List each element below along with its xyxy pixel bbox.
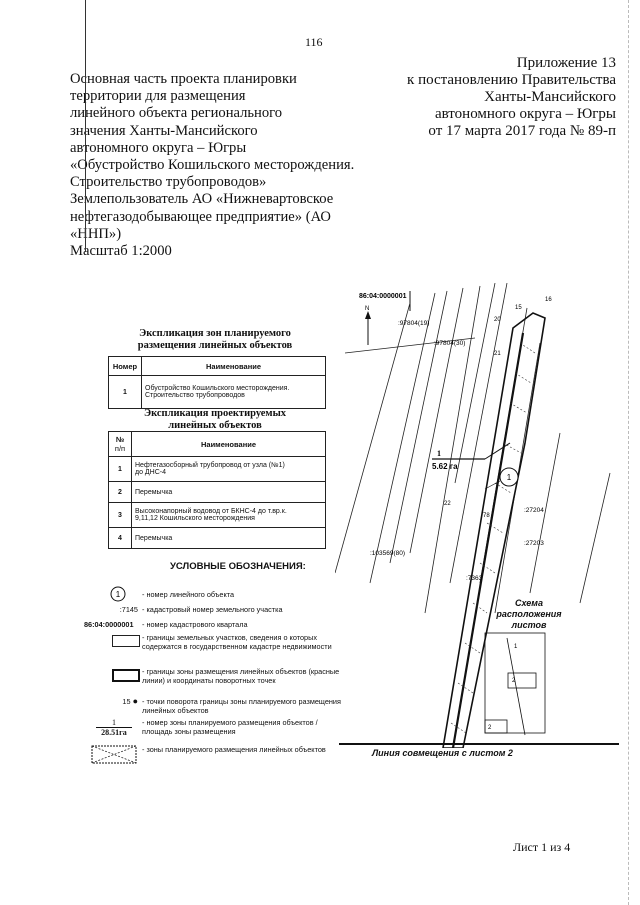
legend-symbol-text: 1	[115, 590, 121, 599]
legend-item	[84, 620, 340, 632]
parcel-boundaries	[335, 283, 610, 613]
legend-text: - номер зоны планируемого размещения объектов /площадь зоны размещения	[142, 718, 318, 736]
legend-text: - точки поворота границы зоны планируемого размещения линейных объектов	[142, 697, 341, 715]
legend-item	[90, 667, 340, 695]
turn-point-symbol: 15 ●	[122, 696, 138, 706]
title-line: Строительство трубопроводов»	[70, 174, 267, 191]
red-line-symbol	[112, 669, 140, 682]
scheme-title-line: листов	[511, 620, 547, 630]
legend-symbol-text: 15	[122, 697, 131, 706]
scheme-title	[484, 598, 574, 631]
zone-number: 1	[437, 449, 441, 458]
row-name-line: Нефтегазосборный трубопровод от узла (№1)	[135, 462, 285, 469]
legend-text: - границы земельных участков, сведения о которых содержатся в государственном кадастре недвижимости	[142, 633, 332, 651]
table-row	[109, 528, 326, 549]
table-row	[109, 376, 326, 409]
row-name: Перемычка	[132, 482, 326, 503]
legend-symbol-text: 86:04:0000001	[84, 620, 134, 629]
legend-item	[90, 718, 340, 742]
appendix-line: от 17 марта 2017 года № 89-п	[428, 123, 616, 139]
row-name	[132, 457, 326, 482]
zone-label	[432, 443, 510, 471]
point-label: 78	[483, 513, 490, 519]
point-label: 20	[494, 317, 501, 323]
title-line: «Обустройство Кошильского месторождения.	[70, 157, 355, 174]
row-name: Перемычка	[132, 528, 326, 549]
zone-number-symbol	[90, 718, 138, 738]
row-number: 2	[109, 482, 132, 503]
legend-symbol-bottom: 28.51га	[101, 728, 127, 737]
north-label: N	[365, 306, 370, 312]
row-name-line: до ДНС-4	[135, 469, 166, 476]
title-line: нефтегазодобывающее предприятие» (АО	[70, 208, 331, 225]
title-line: автономного округа – Югры	[70, 139, 247, 156]
planned-zone	[443, 313, 545, 748]
sheet-scheme	[485, 633, 545, 735]
project-title	[70, 71, 370, 260]
appendix-line: автономного округа – Югры	[434, 106, 616, 122]
zone-hatch-symbol	[90, 745, 140, 765]
zones-title-line: Экспликация зон планируемого	[139, 328, 291, 339]
legend-item	[90, 697, 340, 717]
title-line: значения Ханты-Мансийского	[70, 122, 258, 139]
row-number: 3	[109, 503, 132, 528]
parcel-label: :27204	[524, 507, 544, 514]
col-number-line: п/п	[114, 444, 126, 453]
table-row	[109, 503, 326, 528]
parcel-label: :27203	[524, 540, 544, 547]
legend-symbol-top: 1	[96, 718, 132, 728]
parcel-label: :97804(19)	[398, 320, 430, 327]
legend-symbol-text: :7145	[119, 605, 138, 614]
point-label: 22	[444, 501, 451, 507]
col-name: Наименование	[142, 357, 326, 376]
row-name-line: Высоконапорный водовод от БКНС-4 до т.вр.к.	[135, 508, 287, 515]
quarter-label: 86:04:0000001	[359, 293, 407, 300]
point-label: 15	[515, 305, 522, 311]
zones-table	[108, 356, 326, 409]
scan-edge	[628, 0, 629, 905]
legend-item	[90, 605, 340, 617]
legend-text: - номер линейного объекта	[142, 590, 235, 599]
appendix-block	[356, 55, 616, 140]
table-header-row	[109, 432, 326, 457]
table-row	[109, 457, 326, 482]
row-number: 4	[109, 528, 132, 549]
title-line: «ННП»)	[70, 225, 122, 242]
row-number: 1	[109, 376, 142, 409]
north-arrow-head	[365, 311, 371, 319]
legend-text: - кадастровый номер земельного участка	[142, 605, 283, 614]
scheme-sheet-label: 2	[488, 725, 492, 731]
legend-text: - зоны планируемого размещения линейных объектов	[142, 745, 326, 754]
appendix-line: к постановлению Правительства	[407, 72, 616, 88]
table-row	[109, 482, 326, 503]
title-line: Землепользователь АО «Нижневартовское	[70, 191, 334, 208]
row-name-line: 9,11,12 Кошильского месторождения	[135, 515, 255, 522]
title-line: Основная часть проекта планировки	[70, 71, 297, 87]
objects-table-title	[110, 408, 320, 432]
row-number: 1	[109, 457, 132, 482]
object-number: 1	[506, 473, 512, 482]
col-name: Наименование	[132, 432, 326, 457]
planning-map	[335, 283, 620, 748]
parcel-label: :103569(80)	[370, 550, 406, 557]
row-name	[142, 376, 326, 409]
zone-area: 5.62 га	[432, 462, 458, 471]
zones-table-title	[110, 328, 320, 352]
legend-item	[90, 586, 340, 602]
row-name-line: Обустройство Кошильского месторождения.	[145, 385, 290, 392]
parcel-boundary-symbol	[112, 635, 140, 647]
margin-line	[85, 0, 86, 252]
row-name	[132, 503, 326, 528]
page-number: 116	[305, 35, 323, 49]
appendix-line: Ханты-Мансийского	[484, 89, 616, 105]
point-label: 16	[545, 297, 552, 303]
scheme-title-line: расположения	[496, 609, 562, 619]
objects-table	[108, 431, 326, 549]
pipeline-line	[453, 333, 523, 748]
row-name-line: Строительство трубопроводов	[145, 392, 245, 399]
legend-title: УСЛОВНЫЕ ОБОЗНАЧЕНИЯ:	[170, 561, 306, 572]
zones-title-line: размещения линейных объектов	[137, 340, 293, 351]
objects-title-line: линейных объектов	[168, 420, 262, 431]
col-number-line: №	[115, 435, 125, 444]
object-number-symbol	[90, 586, 140, 602]
table-header-row	[109, 357, 326, 376]
legend-text: - границы зоны размещения линейных объектов (красные линии) и координаты поворотных точек	[142, 667, 340, 685]
combine-line-label: Линия совмещения с листом 2	[372, 748, 513, 758]
col-number	[109, 432, 132, 457]
title-line: территории для размещения	[70, 88, 246, 105]
legend-item	[90, 745, 340, 767]
scale-line: Масштаб 1:2000	[70, 243, 172, 260]
parcel-label: :7363	[466, 575, 483, 582]
title-line: линейного объекта регионального	[70, 105, 283, 122]
scheme-sheet-label: 2	[512, 678, 516, 684]
legend-item	[90, 633, 340, 663]
scheme-title-line: Схема	[515, 598, 543, 608]
scheme-sheet-label: 1	[514, 644, 518, 650]
parcel-label: :97804(30)	[434, 340, 466, 347]
sheet-counter: Лист 1 из 4	[513, 840, 571, 854]
point-label: 21	[494, 351, 501, 357]
objects-title-line: Экспликация проектируемых	[143, 408, 287, 419]
appendix-line: Приложение 13	[516, 55, 616, 71]
legend-text: - номер кадастрового квартала	[142, 620, 248, 629]
col-number: Номер	[109, 357, 142, 376]
